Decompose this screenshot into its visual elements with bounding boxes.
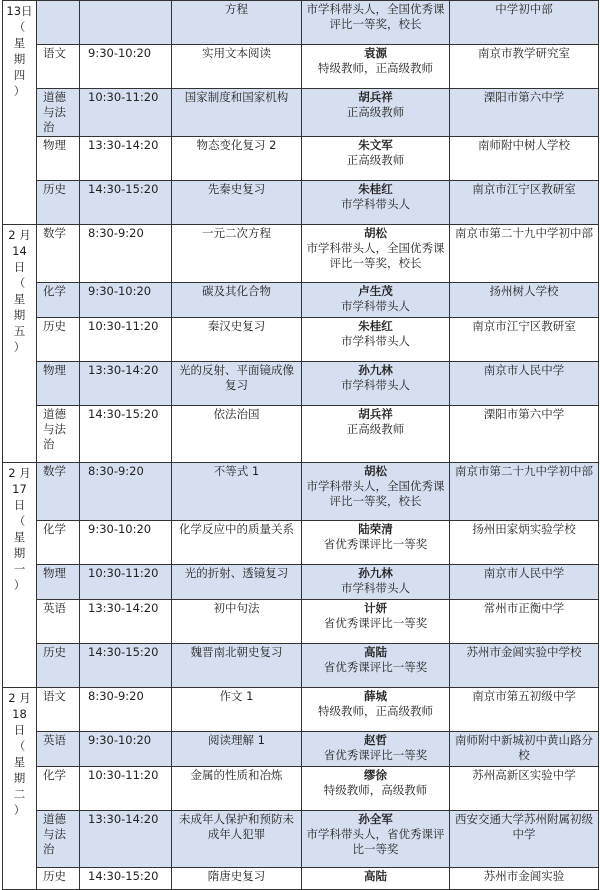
teacher-name: 朱文军 bbox=[358, 138, 393, 152]
time-cell: 10:30-11:20 bbox=[80, 767, 172, 811]
subject-cell: 数学 bbox=[37, 463, 80, 521]
teacher-title: 省优秀课评比一等奖 bbox=[323, 660, 428, 674]
date-cell bbox=[3, 225, 37, 463]
teacher-title: 市学科带头人 bbox=[341, 581, 410, 595]
teacher-name: 朱桂红 bbox=[358, 319, 393, 333]
teacher-cell bbox=[302, 565, 450, 600]
date-text: （ bbox=[13, 20, 26, 34]
teacher-cell bbox=[302, 45, 450, 89]
time-cell: 8:30-9:20 bbox=[80, 225, 172, 283]
date-text: 星 bbox=[13, 755, 26, 769]
table-row bbox=[3, 137, 599, 181]
topic-cell: 不等式 1 bbox=[172, 463, 302, 521]
teacher-cell bbox=[302, 644, 450, 688]
teacher-cell bbox=[302, 868, 450, 890]
table-row bbox=[3, 283, 599, 318]
subject-cell bbox=[37, 1, 80, 45]
teacher-name: 陆荣清 bbox=[358, 522, 393, 536]
table-row bbox=[3, 318, 599, 362]
subject-cell: 化学 bbox=[37, 767, 80, 811]
teacher-cell bbox=[302, 137, 450, 181]
teacher-title: 市学科带头人，全国优秀课评比一等奖，校长 bbox=[306, 479, 445, 508]
teacher-cell bbox=[302, 318, 450, 362]
date-text: 期 bbox=[13, 52, 26, 66]
time-cell: 14:30-15:20 bbox=[80, 406, 172, 463]
teacher-name: 胡兵祥 bbox=[358, 407, 393, 421]
topic-cell: 碳及其化合物 bbox=[172, 283, 302, 318]
date-text: 期 bbox=[13, 546, 26, 560]
school-cell: 南京市人民中学 bbox=[450, 362, 599, 406]
teacher-name: 孙九林 bbox=[358, 566, 393, 580]
topic-cell: 实用文本阅读 bbox=[172, 45, 302, 89]
date-cell bbox=[3, 1, 37, 225]
topic-cell: 未成年人保护和预防未成年人犯罪 bbox=[172, 811, 302, 868]
date-text: 14 日 bbox=[12, 244, 27, 274]
teacher-title: 正高级教师 bbox=[346, 153, 405, 167]
teacher-cell bbox=[302, 521, 450, 565]
table-row bbox=[3, 811, 599, 868]
topic-cell: 依法治国 bbox=[172, 406, 302, 463]
school-cell: 扬州田家炳实验学校 bbox=[450, 521, 599, 565]
teacher-cell bbox=[302, 89, 450, 137]
teacher-name: 胡松 bbox=[364, 226, 387, 240]
school-cell: 南京市教学研究室 bbox=[450, 45, 599, 89]
teacher-name: 高陆 bbox=[364, 869, 387, 883]
date-text: 2 月 bbox=[8, 691, 31, 705]
teacher-title: 市学科带头人 bbox=[341, 299, 410, 313]
teacher-title: 市学科带头人 bbox=[341, 378, 410, 392]
topic-cell: 金属的性质和冶炼 bbox=[172, 767, 302, 811]
subject-cell: 英语 bbox=[37, 600, 80, 644]
table-row bbox=[3, 868, 599, 890]
teacher-cell bbox=[302, 463, 450, 521]
teacher-cell bbox=[302, 811, 450, 868]
school-cell: 南京市人民中学 bbox=[450, 565, 599, 600]
table-row bbox=[3, 406, 599, 463]
teacher-name: 赵哲 bbox=[364, 733, 387, 747]
date-text: 二 bbox=[13, 787, 26, 801]
school-cell: 中学初中部 bbox=[450, 1, 599, 45]
school-cell: 西安交通大学苏州附属初级中学 bbox=[450, 811, 599, 868]
teacher-cell bbox=[302, 181, 450, 225]
date-text: 一 bbox=[13, 562, 26, 576]
date-text: 18 日 bbox=[12, 707, 27, 737]
teacher-cell bbox=[302, 362, 450, 406]
table-row bbox=[3, 600, 599, 644]
schedule-table bbox=[2, 0, 599, 890]
table-row bbox=[3, 362, 599, 406]
table-row bbox=[3, 688, 599, 732]
school-cell: 南京市第五初级中学 bbox=[450, 688, 599, 732]
table-row bbox=[3, 181, 599, 225]
time-cell: 9:30-10:20 bbox=[80, 283, 172, 318]
teacher-title: 市学科带头人 bbox=[341, 334, 410, 348]
date-text: 四 bbox=[13, 68, 26, 82]
teacher-cell bbox=[302, 688, 450, 732]
school-cell: 南京市江宁区教研室 bbox=[450, 318, 599, 362]
school-cell: 苏州高新区实验中学 bbox=[450, 767, 599, 811]
table-row bbox=[3, 225, 599, 283]
table-row bbox=[3, 45, 599, 89]
school-cell: 南师附中树人学校 bbox=[450, 137, 599, 181]
subject-cell: 道德与法治 bbox=[37, 811, 80, 868]
teacher-title: 正高级教师 bbox=[346, 422, 405, 436]
teacher-title: 特级教师，正高级教师 bbox=[318, 704, 433, 718]
topic-cell: 国家制度和国家机构 bbox=[172, 89, 302, 137]
table-row bbox=[3, 89, 599, 137]
topic-cell: 一元二次方程 bbox=[172, 225, 302, 283]
date-text: 13日 bbox=[6, 4, 33, 18]
table-row bbox=[3, 1, 599, 45]
subject-cell: 语文 bbox=[37, 688, 80, 732]
time-cell: 9:30-10:20 bbox=[80, 732, 172, 767]
table-row bbox=[3, 463, 599, 521]
date-cell bbox=[3, 688, 37, 890]
topic-cell: 隋唐史复习 bbox=[172, 868, 302, 890]
subject-cell: 物理 bbox=[37, 565, 80, 600]
date-text: 2 月 bbox=[8, 228, 31, 242]
school-cell: 南京市第二十九中学初中部 bbox=[450, 225, 599, 283]
subject-cell: 历史 bbox=[37, 181, 80, 225]
topic-cell: 初中句法 bbox=[172, 600, 302, 644]
date-text: 期 bbox=[13, 308, 26, 322]
topic-cell: 光的反射、平面镜成像复习 bbox=[172, 362, 302, 406]
date-text: ） bbox=[13, 340, 26, 354]
time-cell: 8:30-9:20 bbox=[80, 688, 172, 732]
teacher-name: 高陆 bbox=[364, 645, 387, 659]
topic-cell: 魏晋南北朝史复习 bbox=[172, 644, 302, 688]
date-cell bbox=[3, 463, 37, 688]
school-cell: 溧阳市第六中学 bbox=[450, 406, 599, 463]
date-text: 星 bbox=[13, 36, 26, 50]
school-cell: 南京市第二十九中学初中部 bbox=[450, 463, 599, 521]
subject-cell: 历史 bbox=[37, 868, 80, 890]
topic-cell: 物态变化复习 2 bbox=[172, 137, 302, 181]
topic-cell: 光的折射、透镜复习 bbox=[172, 565, 302, 600]
teacher-cell bbox=[302, 600, 450, 644]
date-text: （ bbox=[13, 514, 26, 528]
date-text: 2 月 bbox=[8, 466, 31, 480]
time-cell: 9:30-10:20 bbox=[80, 45, 172, 89]
table-row bbox=[3, 521, 599, 565]
teacher-title: 省优秀课评比一等奖 bbox=[323, 616, 428, 630]
time-cell: 9:30-10:20 bbox=[80, 521, 172, 565]
date-text: ） bbox=[13, 84, 26, 98]
teacher-name: 孙全军 bbox=[358, 812, 393, 826]
teacher-title: 正高级教师 bbox=[346, 105, 405, 119]
topic-cell: 先秦史复习 bbox=[172, 181, 302, 225]
table-row bbox=[3, 767, 599, 811]
time-cell bbox=[80, 1, 172, 45]
topic-cell: 阅读理解 1 bbox=[172, 732, 302, 767]
subject-cell: 数学 bbox=[37, 225, 80, 283]
subject-cell: 化学 bbox=[37, 521, 80, 565]
subject-cell: 道德与法治 bbox=[37, 406, 80, 463]
table-row bbox=[3, 644, 599, 688]
topic-cell: 秦汉史复习 bbox=[172, 318, 302, 362]
teacher-cell bbox=[302, 225, 450, 283]
teacher-title: 省优秀课评比一等奖 bbox=[323, 537, 428, 551]
time-cell: 13:30-14:20 bbox=[80, 600, 172, 644]
school-cell: 南师附中新城初中黄山路分校 bbox=[450, 732, 599, 767]
subject-cell: 语文 bbox=[37, 45, 80, 89]
teacher-cell bbox=[302, 1, 450, 45]
subject-cell: 物理 bbox=[37, 362, 80, 406]
date-text: （ bbox=[13, 276, 26, 290]
teacher-name: 胡兵祥 bbox=[358, 90, 393, 104]
teacher-title: 特级教师，高级教师 bbox=[323, 783, 428, 797]
school-cell: 溧阳市第六中学 bbox=[450, 89, 599, 137]
table-row bbox=[3, 565, 599, 600]
time-cell: 14:30-15:20 bbox=[80, 868, 172, 890]
date-text: 期 bbox=[13, 771, 26, 785]
subject-cell: 历史 bbox=[37, 318, 80, 362]
date-text: 星 bbox=[13, 292, 26, 306]
topic-cell: 化学反应中的质量关系 bbox=[172, 521, 302, 565]
teacher-name: 胡松 bbox=[364, 464, 387, 478]
teacher-title: 市学科带头人，全国优秀课评比一等奖，校长 bbox=[306, 2, 445, 31]
time-cell: 14:30-15:20 bbox=[80, 181, 172, 225]
school-cell: 常州市正衡中学 bbox=[450, 600, 599, 644]
school-cell: 南京市江宁区教研室 bbox=[450, 181, 599, 225]
date-text: ） bbox=[13, 803, 26, 817]
school-cell: 扬州树人学校 bbox=[450, 283, 599, 318]
time-cell: 14:30-15:20 bbox=[80, 644, 172, 688]
subject-cell: 历史 bbox=[37, 644, 80, 688]
teacher-cell bbox=[302, 767, 450, 811]
topic-cell: 方程 bbox=[172, 1, 302, 45]
time-cell: 8:30-9:20 bbox=[80, 463, 172, 521]
teacher-cell bbox=[302, 732, 450, 767]
table-row bbox=[3, 732, 599, 767]
time-cell: 10:30-11:20 bbox=[80, 89, 172, 137]
teacher-title: 市学科带头人，省优秀课评比一等奖 bbox=[306, 827, 445, 856]
teacher-name: 卢生茂 bbox=[358, 284, 393, 298]
teacher-cell bbox=[302, 406, 450, 463]
time-cell: 13:30-14:20 bbox=[80, 362, 172, 406]
date-text: ） bbox=[13, 578, 26, 592]
subject-cell: 道德与法治 bbox=[37, 89, 80, 137]
subject-cell: 物理 bbox=[37, 137, 80, 181]
teacher-name: 朱桂红 bbox=[358, 182, 393, 196]
teacher-title: 特级教师，正高级教师 bbox=[318, 61, 433, 75]
teacher-title: 省优秀课评比一等奖 bbox=[323, 748, 428, 762]
teacher-name: 孙九林 bbox=[358, 363, 393, 377]
teacher-name: 薛城 bbox=[364, 689, 387, 703]
date-text: 17 日 bbox=[12, 482, 27, 512]
subject-cell: 化学 bbox=[37, 283, 80, 318]
time-cell: 13:30-14:20 bbox=[80, 137, 172, 181]
teacher-name: 缪徐 bbox=[364, 768, 387, 782]
school-cell: 苏州市金阊实验 bbox=[450, 868, 599, 890]
teacher-cell bbox=[302, 283, 450, 318]
teacher-title: 市学科带头人 bbox=[341, 197, 410, 211]
schedule-body bbox=[3, 1, 599, 890]
date-text: 五 bbox=[13, 324, 26, 338]
time-cell: 13:30-14:20 bbox=[80, 811, 172, 868]
teacher-title: 市学科带头人，全国优秀课评比一等奖，校长 bbox=[306, 241, 445, 270]
date-text: （ bbox=[13, 739, 26, 753]
teacher-name: 计妍 bbox=[364, 601, 387, 615]
school-cell: 苏州市金阊实验中学校 bbox=[450, 644, 599, 688]
date-text: 星 bbox=[13, 530, 26, 544]
teacher-name: 袁源 bbox=[364, 46, 387, 60]
time-cell: 10:30-11:20 bbox=[80, 318, 172, 362]
subject-cell: 英语 bbox=[37, 732, 80, 767]
topic-cell: 作文 1 bbox=[172, 688, 302, 732]
time-cell: 10:30-11:20 bbox=[80, 565, 172, 600]
